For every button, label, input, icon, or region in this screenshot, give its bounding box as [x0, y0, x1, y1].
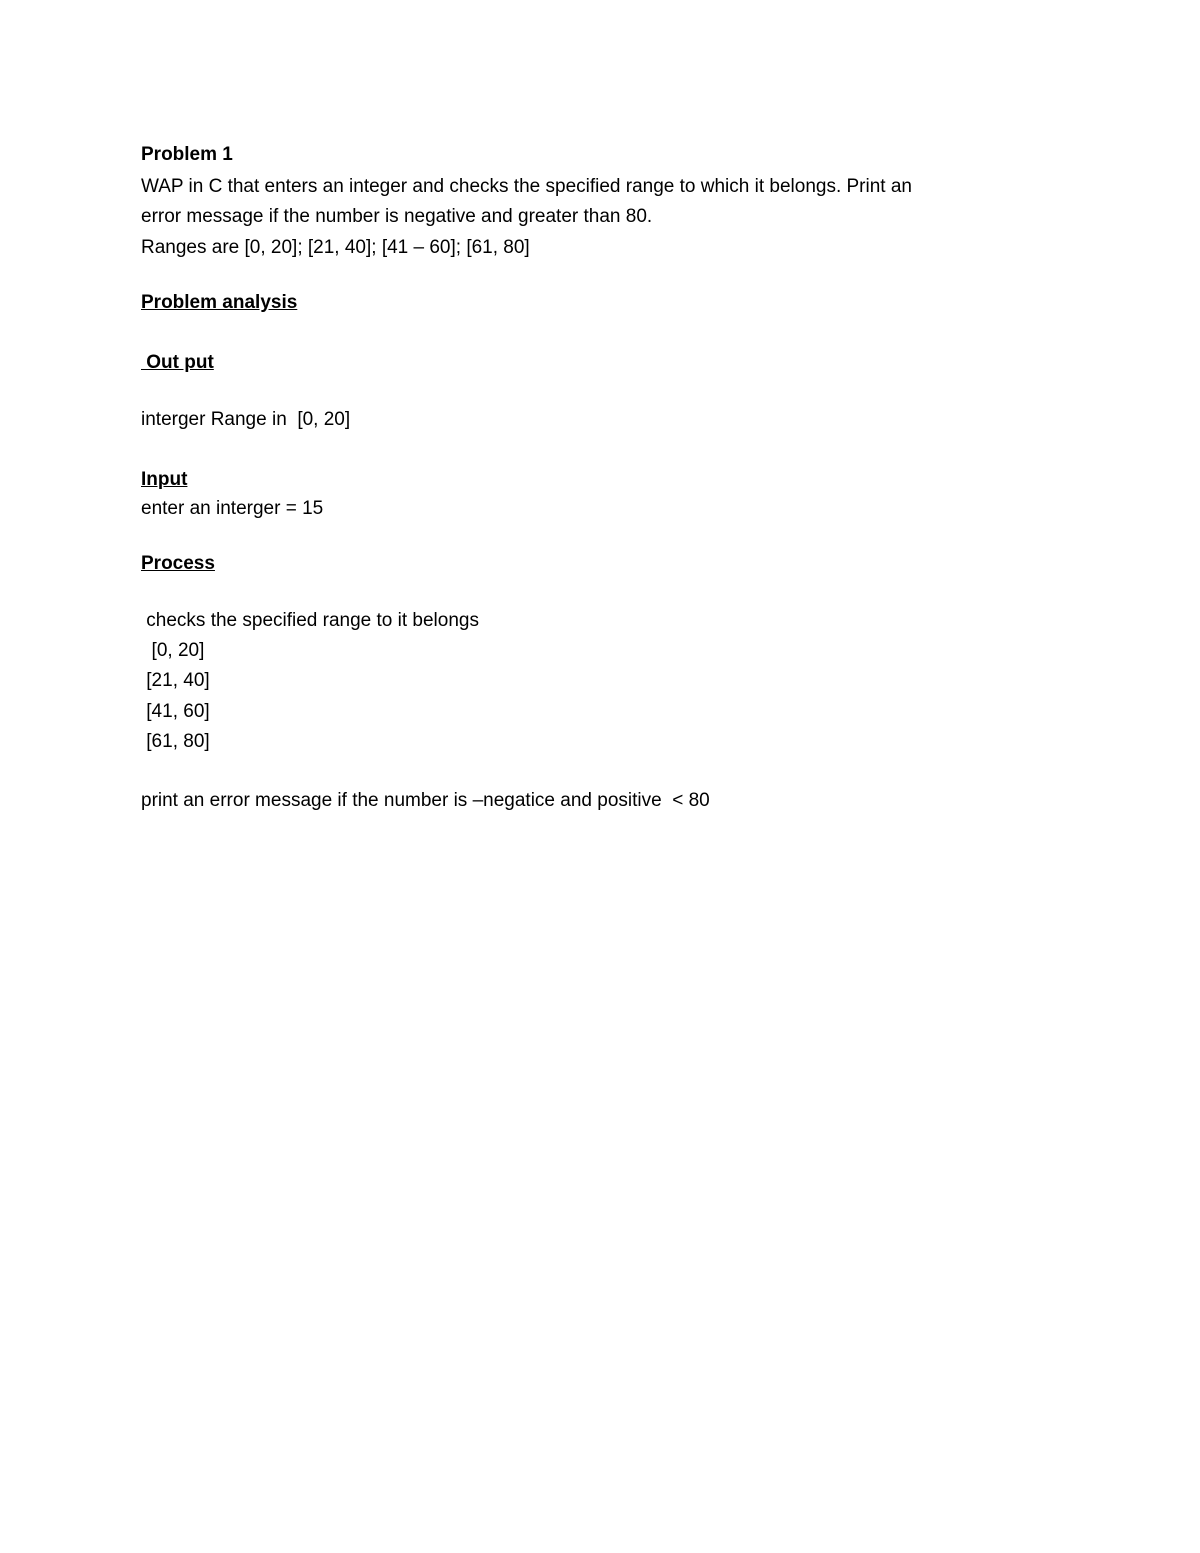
output-heading: Out put [141, 352, 214, 373]
process-range-4: [61, 80] [141, 731, 210, 752]
input-text: enter an interger = 15 [141, 498, 324, 519]
problem-title: Problem 1 [141, 144, 233, 165]
process-description: checks the specified range to it belongs [141, 610, 479, 631]
process-range-3: [41, 60] [141, 701, 210, 722]
problem-statement-line-1: WAP in C that enters an integer and checks the specified range to which it belongs. Print an [141, 176, 912, 197]
input-heading: Input [141, 469, 188, 490]
analysis-heading: Problem analysis [141, 292, 298, 313]
problem-statement-line-2: error message if the number is negative and greater than 80. [141, 206, 653, 227]
process-heading: Process [141, 553, 215, 574]
process-range-1: [0, 20] [141, 640, 205, 661]
process-range-2: [21, 40] [141, 670, 210, 691]
problem-ranges-line: Ranges are [0, 20]; [21, 40]; [41 – 60]; [61, 80] [141, 237, 530, 258]
process-error-text: print an error message if the number is –negatice and positive < 80 [141, 790, 710, 811]
output-text: interger Range in [0, 20] [141, 409, 351, 430]
